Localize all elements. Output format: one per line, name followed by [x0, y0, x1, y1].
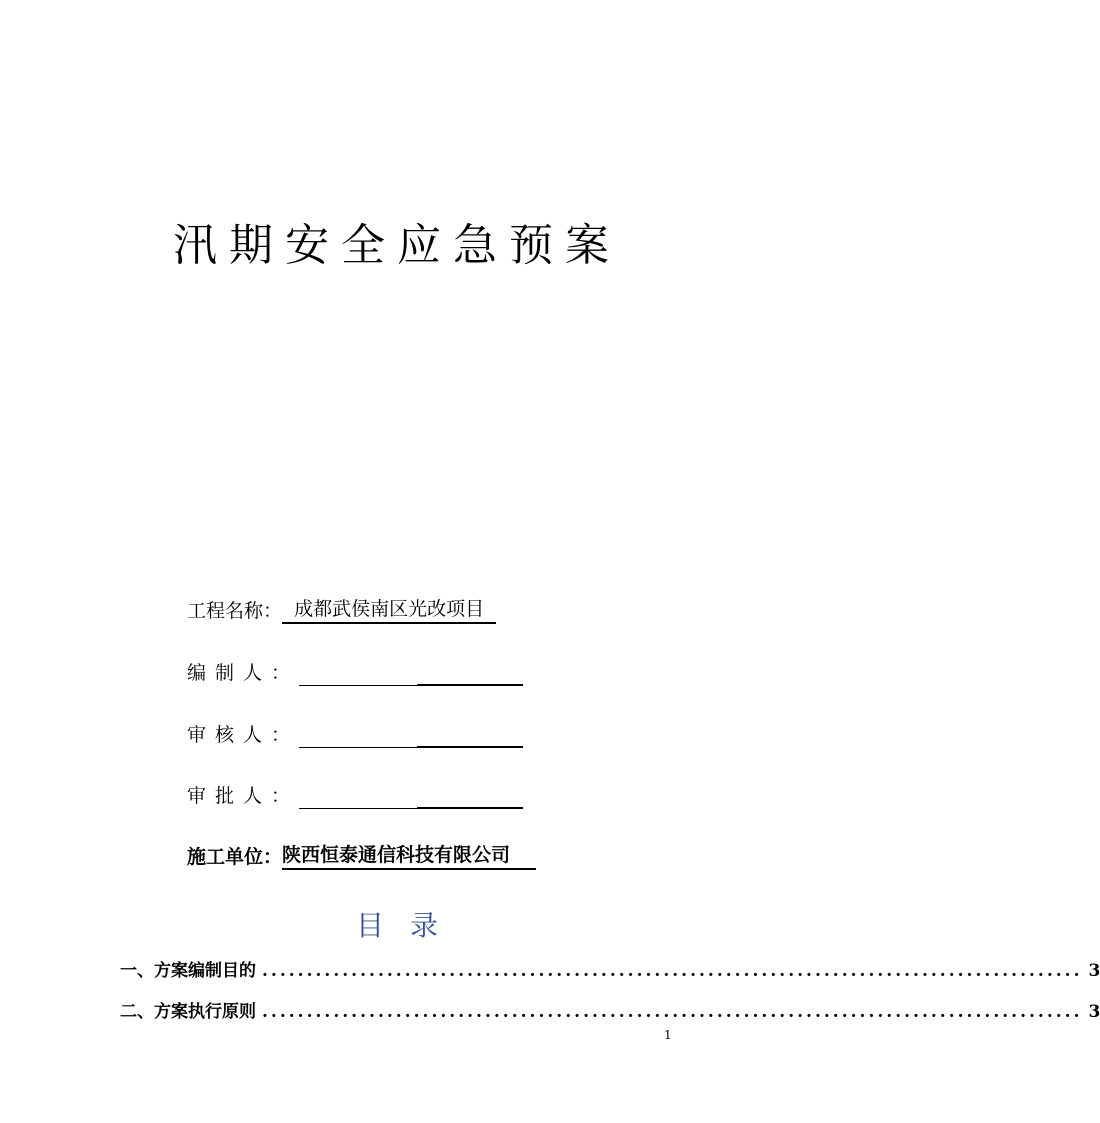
contractor-row [187, 840, 536, 870]
contractor-label: 施工单位： [187, 846, 283, 868]
toc-entry[interactable] [120, 956, 1100, 982]
toc-title: 目录 [355, 909, 464, 942]
approver-row [187, 779, 523, 809]
project-name-label: 工程名称： [187, 600, 283, 622]
reviewer-blank-line [299, 730, 523, 748]
approver-blank-line [299, 791, 523, 809]
contractor-value: 陕西恒泰通信科技有限公司 [282, 842, 536, 870]
toc-leader-dots: ............................................................................................ [262, 961, 1083, 981]
compiler-blank-line [299, 668, 523, 686]
toc-entry-label: 一、方案编制目的 [120, 961, 256, 981]
reviewer-row [187, 718, 523, 748]
compiler-label: 编制人： [187, 662, 300, 684]
toc-leader-dots: ............................................................................................ [262, 1002, 1083, 1022]
compiler-row [187, 656, 523, 686]
document-title: 汛期安全应急预案 [173, 220, 621, 271]
toc-entry-page: 3 [1088, 961, 1100, 981]
toc-entry-page: 3 [1088, 1002, 1100, 1022]
approver-label: 审批人： [187, 785, 300, 807]
page-number: 1 [664, 1028, 672, 1042]
project-name-value: 成都武侯南区光改项目 [282, 596, 496, 624]
toc-entry-label: 二、方案执行原则 [120, 1002, 256, 1022]
project-name-row [187, 594, 496, 624]
reviewer-label: 审核人： [187, 724, 300, 746]
toc-entry[interactable] [120, 997, 1100, 1023]
